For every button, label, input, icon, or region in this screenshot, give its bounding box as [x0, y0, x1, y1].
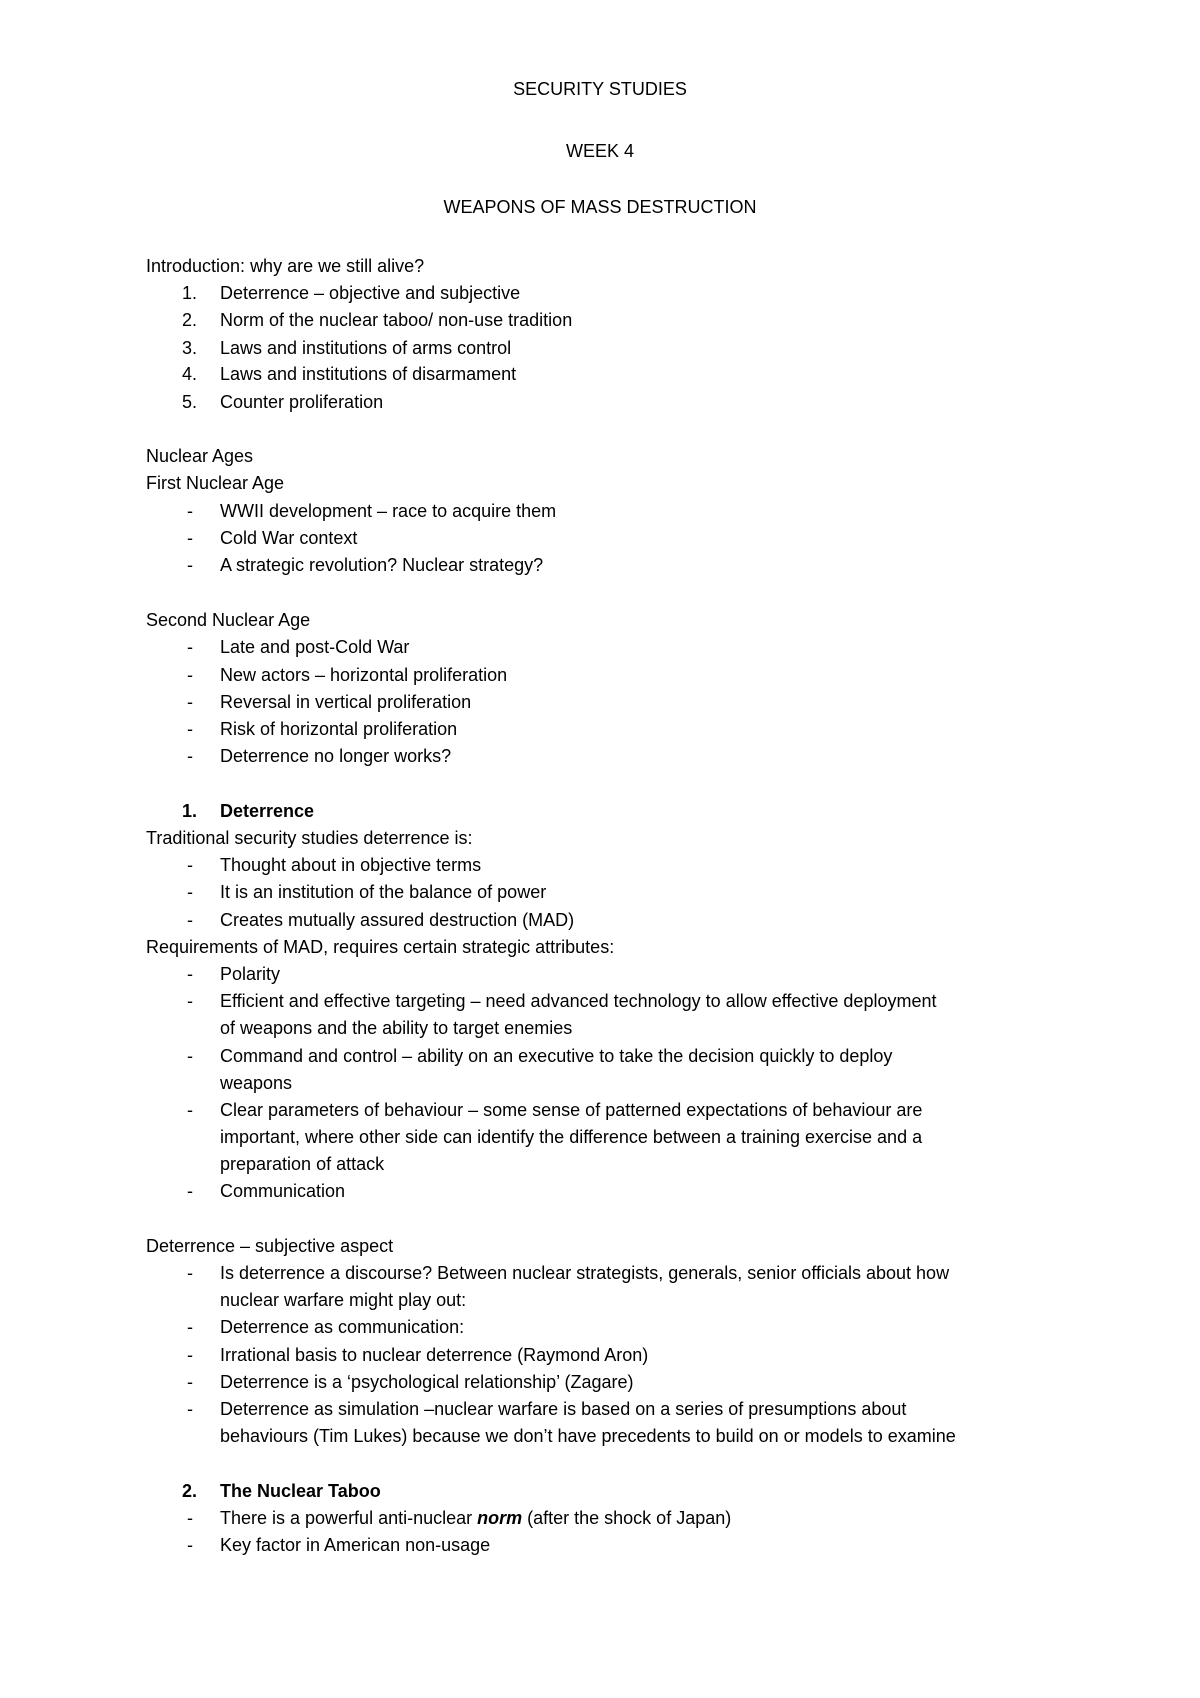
subjective-item: Is deterrence a discourse? Between nuclear strategists, generals, senior officials about how [220, 1263, 950, 1283]
bullet-dash: - [187, 719, 193, 739]
bullet-dash: - [187, 910, 193, 930]
subjective-item: Deterrence is a ‘psychological relationship’ (Zagare) [220, 1372, 634, 1392]
intro-item-number: 3. [182, 338, 198, 358]
mad-item: Communication [220, 1181, 346, 1201]
bullet-dash: - [187, 1345, 193, 1365]
taboo-item-emphasis: norm [477, 1508, 523, 1528]
bullet-dash: - [187, 1263, 193, 1283]
mad-item: Clear parameters of behaviour – some sense of patterned expectations of behaviour are [220, 1100, 923, 1120]
taboo-item: Key factor in American non-usage [220, 1535, 491, 1555]
intro-item-number: 2. [182, 310, 198, 330]
subjective-item: Deterrence as communication: [220, 1317, 465, 1337]
intro-item-number: 4. [182, 364, 198, 384]
section-number: 1. [182, 801, 198, 821]
mad-item: Polarity [220, 964, 281, 984]
second-nuclear-age-heading: Second Nuclear Age [146, 610, 311, 630]
document-title: SECURITY STUDIES [513, 79, 687, 99]
taboo-item-text-before: There is a powerful anti-nuclear [220, 1508, 478, 1528]
mad-item: Command and control – ability on an executive to take the decision quickly to deploy [220, 1046, 893, 1066]
bullet-dash: - [187, 1046, 193, 1066]
taboo-item [220, 1505, 731, 1532]
nuclear-taboo-heading: The Nuclear Taboo [220, 1481, 381, 1501]
subjective-item: Deterrence as simulation –nuclear warfare is based on a series of presumptions about [220, 1399, 907, 1419]
bullet-dash: - [187, 692, 193, 712]
document-week: WEEK 4 [565, 141, 635, 161]
intro-heading: Introduction: why are we still alive? [146, 256, 425, 276]
deterrence-heading: Deterrence [220, 801, 315, 821]
intro-item-text: Deterrence – objective and subjective [220, 283, 521, 303]
subjective-heading: Deterrence – subjective aspect [146, 1236, 394, 1256]
intro-item-text: Laws and institutions of arms control [220, 338, 512, 358]
bullet-dash: - [187, 637, 193, 657]
bullet-dash: - [187, 1508, 193, 1528]
subjective-item: Irrational basis to nuclear deterrence (Raymond Aron) [220, 1345, 649, 1365]
bullet-dash: - [187, 1372, 193, 1392]
intro-item-number: 5. [182, 392, 198, 412]
first-age-item: A strategic revolution? Nuclear strategy? [220, 555, 544, 575]
mad-item-continuation: weapons [220, 1073, 293, 1093]
mad-item: Efficient and effective targeting – need advanced technology to allow effective deployment [220, 991, 937, 1011]
bullet-dash: - [187, 555, 193, 575]
bullet-dash: - [187, 882, 193, 902]
bullet-dash: - [187, 855, 193, 875]
bullet-dash: - [187, 528, 193, 548]
bullet-dash: - [187, 964, 193, 984]
second-age-item: Late and post-Cold War [220, 637, 410, 657]
mad-item-continuation: preparation of attack [220, 1154, 385, 1174]
intro-item-text: Counter proliferation [220, 392, 384, 412]
bullet-dash: - [187, 991, 193, 1011]
first-nuclear-age-heading: First Nuclear Age [146, 473, 285, 493]
traditional-item: Creates mutually assured destruction (MAD) [220, 910, 575, 930]
bullet-dash: - [187, 1100, 193, 1120]
second-age-item: Reversal in vertical proliferation [220, 692, 472, 712]
bullet-dash: - [187, 1317, 193, 1337]
first-age-item: Cold War context [220, 528, 358, 548]
subjective-item-continuation: nuclear warfare might play out: [220, 1290, 467, 1310]
bullet-dash: - [187, 665, 193, 685]
bullet-dash: - [187, 1535, 193, 1555]
mad-intro: Requirements of MAD, requires certain strategic attributes: [146, 937, 615, 957]
mad-item-continuation: of weapons and the ability to target enemies [220, 1018, 573, 1038]
bullet-dash: - [187, 501, 193, 521]
traditional-item: Thought about in objective terms [220, 855, 482, 875]
nuclear-ages-heading: Nuclear Ages [146, 446, 254, 466]
subjective-item-continuation: behaviours (Tim Lukes) because we don’t have precedents to build on or models to examine [220, 1426, 956, 1446]
document-topic: WEAPONS OF MASS DESTRUCTION [443, 197, 757, 217]
bullet-dash: - [187, 1399, 193, 1419]
second-age-item: Risk of horizontal proliferation [220, 719, 458, 739]
section-number: 2. [182, 1481, 198, 1501]
traditional-intro: Traditional security studies deterrence is: [146, 828, 473, 848]
intro-item-text: Norm of the nuclear taboo/ non-use tradition [220, 310, 573, 330]
first-age-item: WWII development – race to acquire them [220, 501, 557, 521]
bullet-dash: - [187, 746, 193, 766]
intro-item-text: Laws and institutions of disarmament [220, 364, 517, 384]
taboo-item-text-after: (after the shock of Japan) [522, 1508, 732, 1528]
traditional-item: It is an institution of the balance of power [220, 882, 547, 902]
mad-item-continuation: important, where other side can identify the difference between a training exercise and a [220, 1127, 923, 1147]
second-age-item: Deterrence no longer works? [220, 746, 452, 766]
intro-item-number: 1. [182, 283, 198, 303]
second-age-item: New actors – horizontal proliferation [220, 665, 508, 685]
bullet-dash: - [187, 1181, 193, 1201]
